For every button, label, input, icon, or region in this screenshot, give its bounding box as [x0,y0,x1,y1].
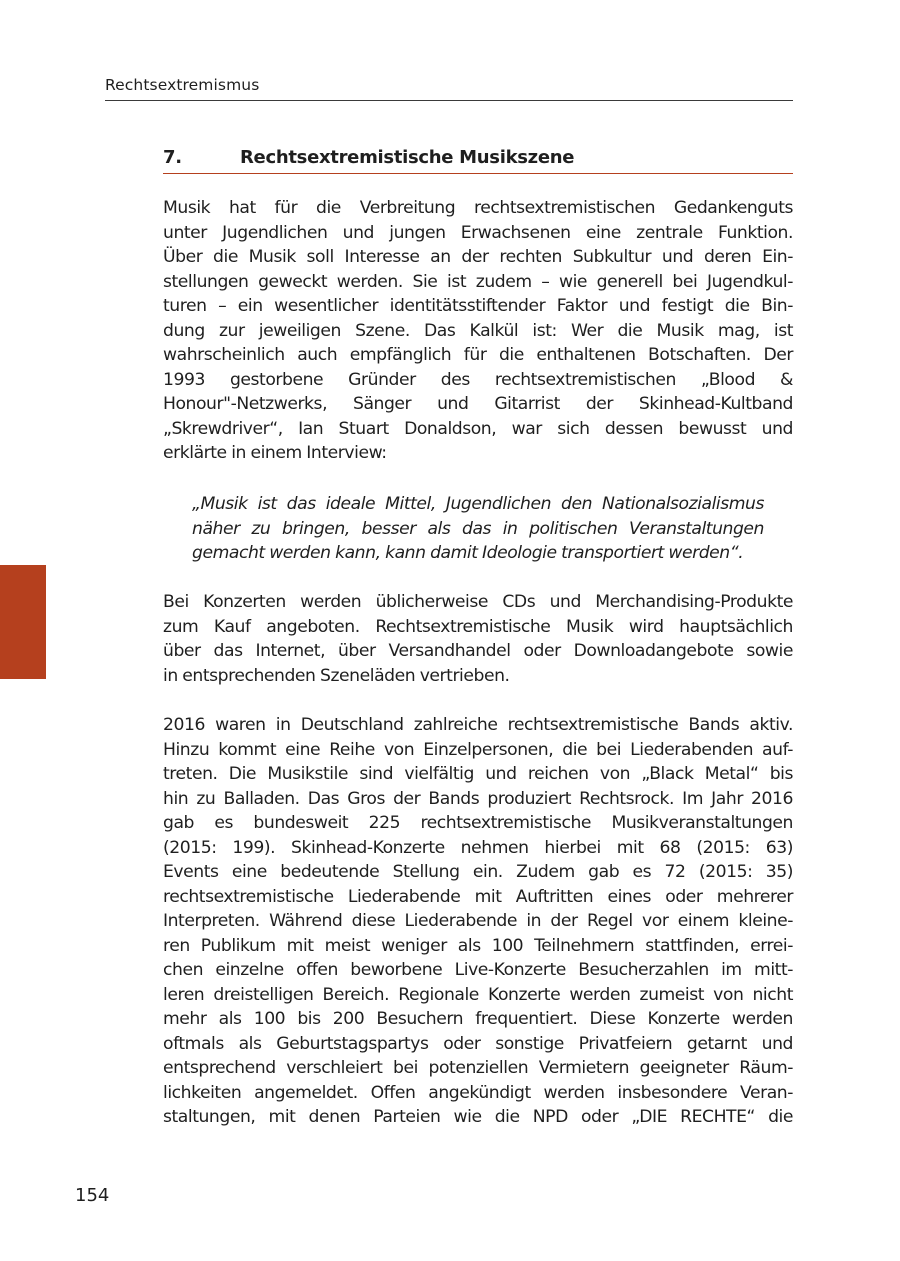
text-line: Über die Musik soll Interesse an der rechten Subkultur und deren Ein- [163,247,793,267]
text-line: Events eine bedeutende Stellung ein. Zudem gab es 72 (2015: 35) [163,862,793,882]
section-title: Rechtsextremistische Musikszene [240,147,575,168]
text-line: stellungen geweckt werden. Sie ist zudem – wie generell bei Jugendkul- [163,271,793,292]
text-line: über das Internet, über Versandhandel oder Downloadangebote sowie [163,641,793,661]
text-line: zum Kauf angeboten. Rechtsextremistische Musik wird hauptsächlich [163,616,793,637]
text-line: oftmals als Geburtstagspartys oder sonstige Privatfeiern getarnt und [163,1033,793,1054]
text-line: turen – ein wesentlicher identitätsstiftender Faktor und festigt die Bin- [163,296,793,316]
paragraph-sales [163,590,793,688]
text-line: ren Publikum mit meist weniger als 100 Teilnehmern stattfinden, errei- [163,935,793,956]
text-line: entsprechend verschleiert bei potenziellen Vermietern geeigneter Räum- [163,1058,793,1078]
text-line: 2016 waren in Deutschland zahlreiche rechtsextremistische Bands aktiv. [163,715,793,735]
text-line: Honour"-Netzwerks, Sänger und Gitarrist der Skinhead-Kultband [163,394,793,414]
text-line: unter Jugendlichen und jungen Erwachsenen eine zentrale Funktion. [163,222,793,243]
quote-line: näher zu bringen, besser als das in politischen Veranstaltungen [192,518,764,539]
running-header [105,74,793,101]
text-line: hin zu Balladen. Das Gros der Bands produziert Rechtsrock. Im Jahr 2016 [163,788,793,809]
paragraph-bands [163,713,793,1130]
text-line: in entsprechenden Szeneläden vertrieben. [163,665,510,686]
text-line: rechtsextremistische Liederabende mit Auftritten eines oder mehrerer [163,886,793,907]
section-heading [163,146,793,174]
text-line: „Skrewdriver“, Ian Stuart Donaldson, war sich dessen bewusst und [163,418,793,439]
text-line: Interpreten. Während diese Liederabende in der Regel vor einem kleine- [163,911,793,931]
text-line: Bei Konzerten werden üblicherweise CDs und Merchandising-Produkte [163,592,793,612]
text-line: lichkeiten angemeldet. Offen angekündigt werden insbesondere Veran- [163,1082,793,1103]
chapter-marker-tab [0,565,46,679]
quote-line: „Musik ist das ideale Mittel, Jugendlichen den Nationalsozialismus [192,494,764,514]
text-line: gab es bundesweit 225 rechtsextremistische Musikveranstaltungen [163,813,793,833]
text-line: Musik hat für die Verbreitung rechtsextremistischen Gedankenguts [163,198,793,218]
text-line: treten. Die Musikstile sind vielfältig und reichen von „Black Metal“ bis [163,764,793,784]
section-number: 7. [163,147,182,168]
text-line: 1993 gestorbene Gründer des rechtsextremistischen „Blood & [163,369,793,390]
text-line: chen einzelne offen beworbene Live-Konzerte Besucherzahlen im mitt- [163,960,793,980]
text-line: Hinzu kommt eine Reihe von Einzelpersonen, die bei Liederabenden auf- [163,739,793,760]
text-line: (2015: 199). Skinhead-Konzerte nehmen hierbei mit 68 (2015: 63) [163,837,793,858]
text-line: wahrscheinlich auch empfänglich für die enthaltenen Botschaften. Der [163,345,793,365]
text-line: staltungen, mit denen Parteien wie die NPD oder „DIE RECHTE“ die [163,1107,793,1127]
text-line: leren dreistelligen Bereich. Regionale Konzerte werden zumeist von nicht [163,984,793,1005]
page-number: 154 [75,1185,110,1206]
text-line: dung zur jeweiligen Szene. Das Kalkül ist: Wer die Musik mag, ist [163,320,793,341]
text-line: mehr als 100 bis 200 Besuchern frequentiert. Diese Konzerte werden [163,1009,793,1029]
running-header-title: Rechtsextremismus [105,76,260,94]
paragraph-intro [163,196,793,466]
text-line: erklärte in einem Interview: [163,443,387,463]
quote-line: gemacht werden kann, kann damit Ideologie transportiert werden“. [192,543,744,563]
block-quote [192,492,764,566]
